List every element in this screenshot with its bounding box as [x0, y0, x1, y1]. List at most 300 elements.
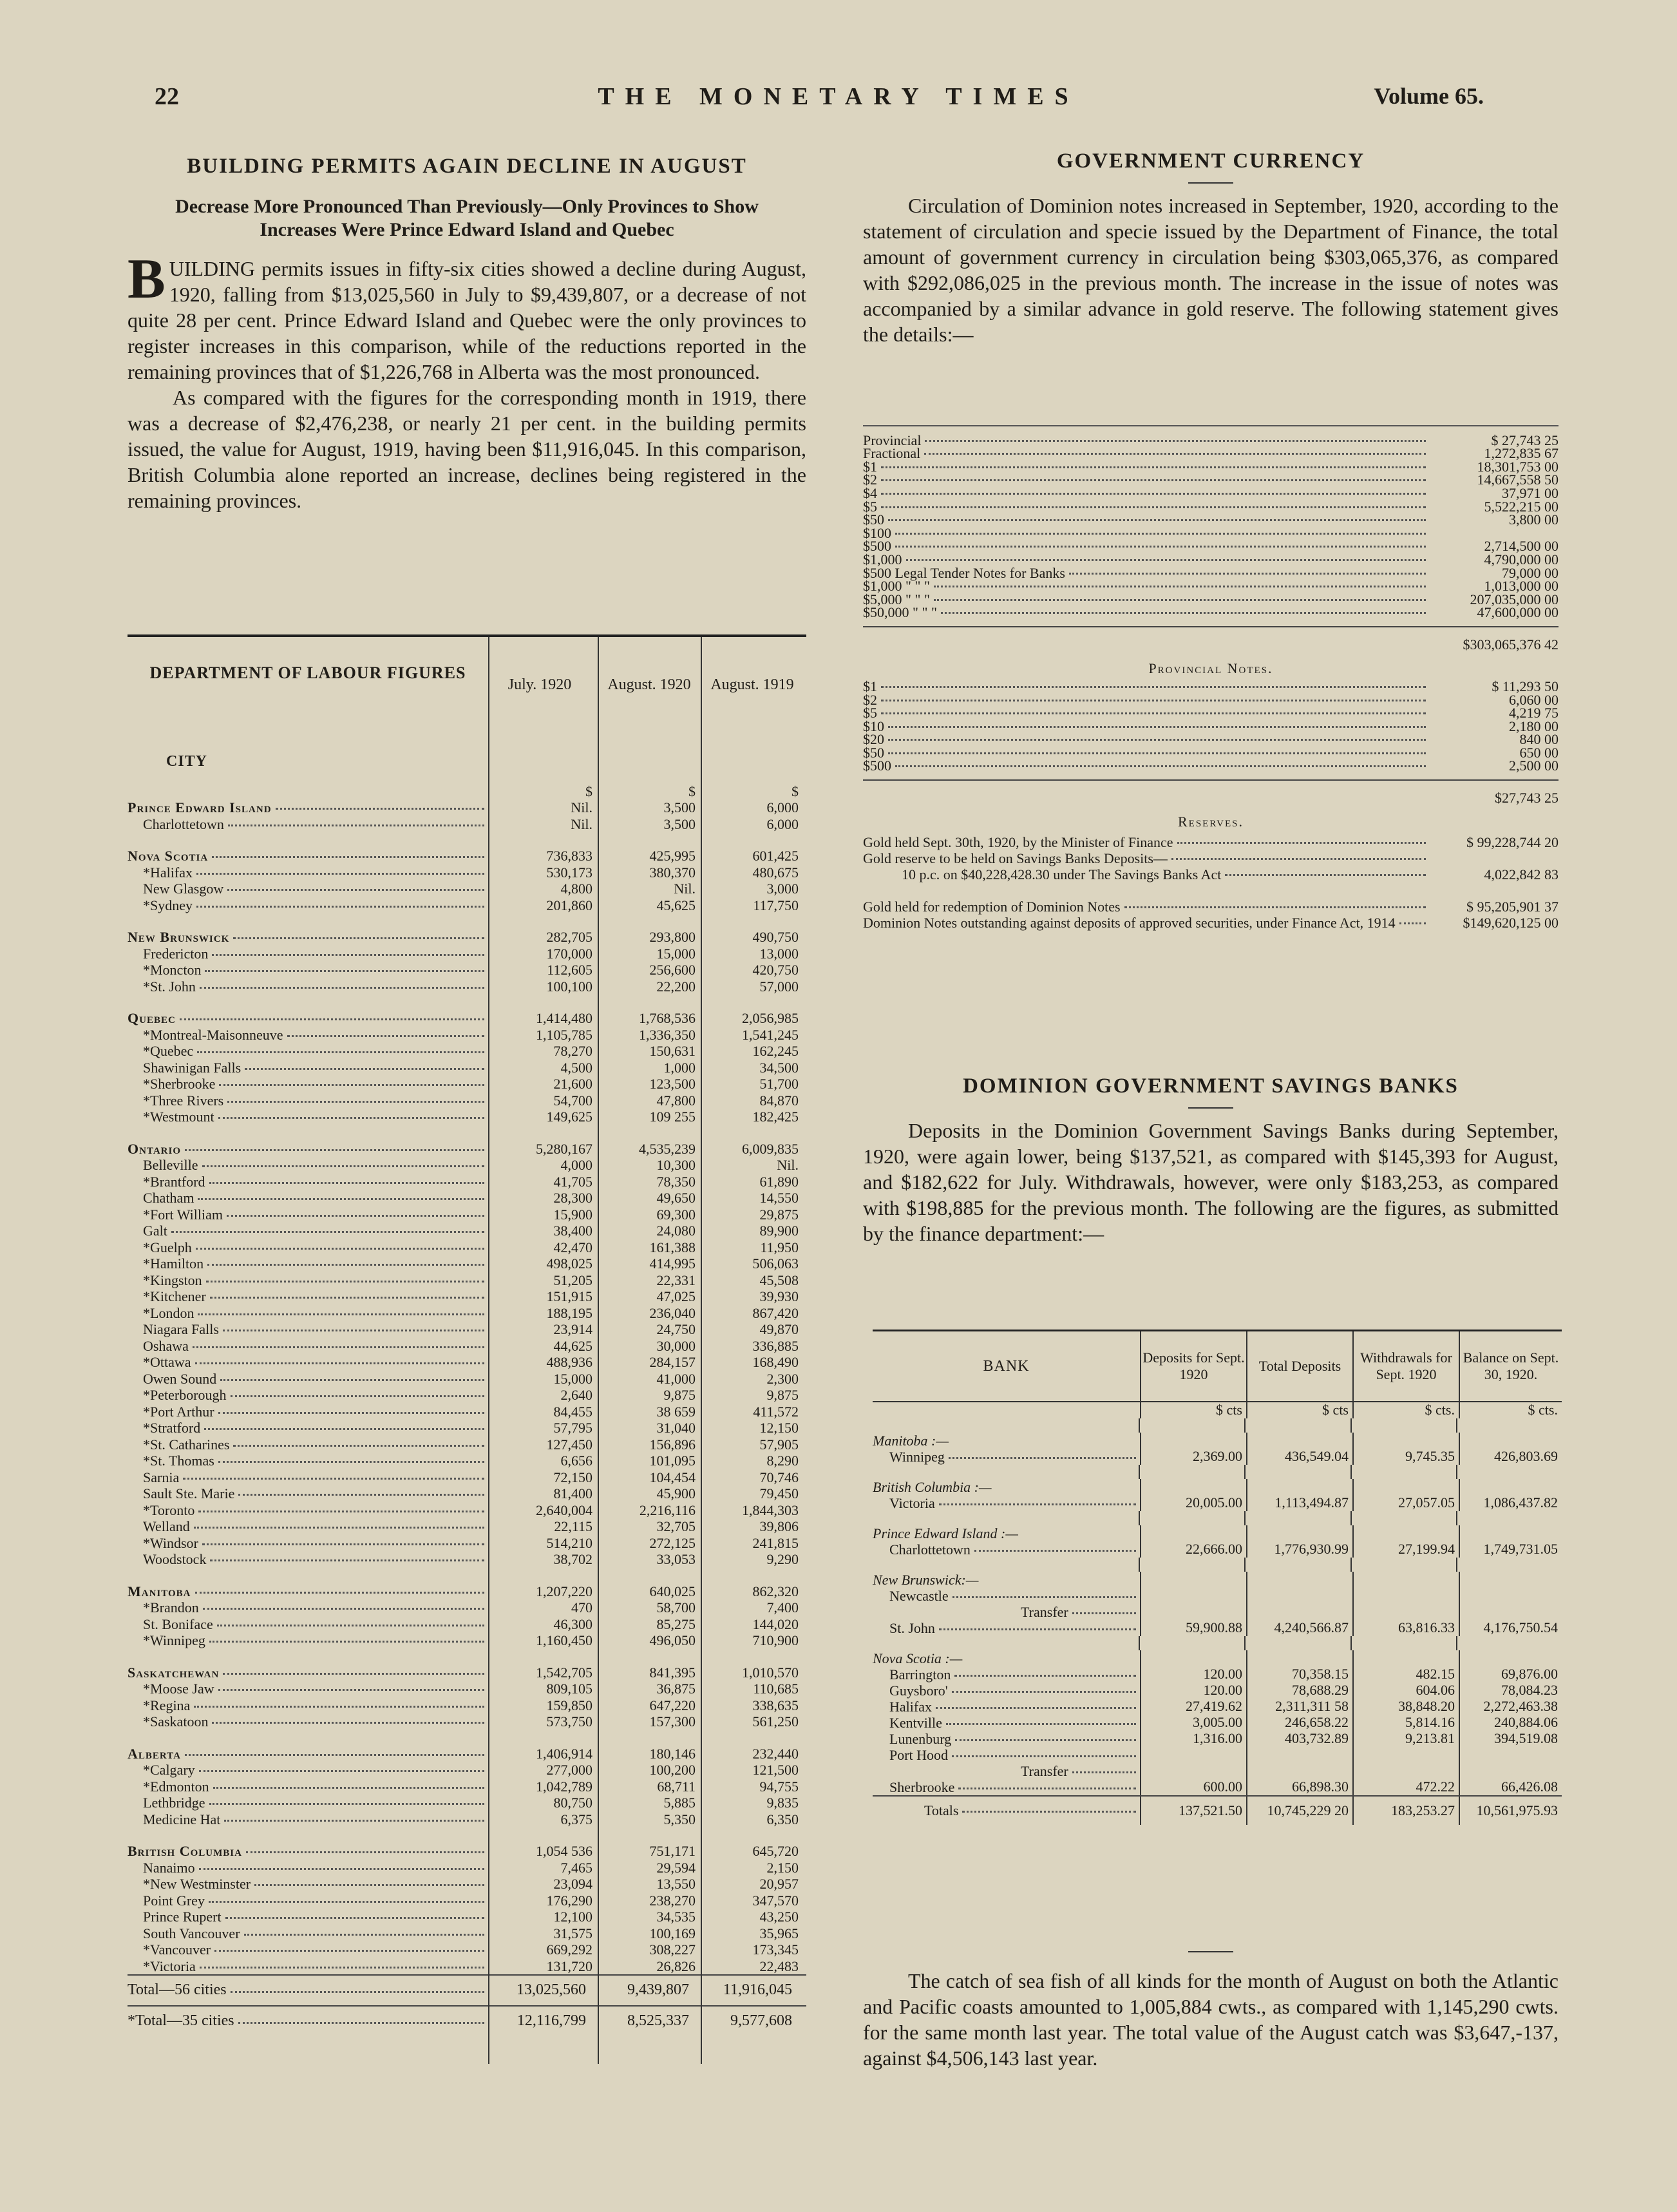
value-cell: 1,406,914: [536, 1745, 592, 1762]
city-cell: [128, 1503, 488, 1518]
table-row: [128, 1811, 806, 1827]
table-row: [128, 978, 806, 995]
currency-label: Fractional: [863, 445, 921, 462]
dot-leader: [212, 856, 484, 858]
value-cell: [1140, 1572, 1246, 1588]
group-gap: [128, 1648, 806, 1664]
dot-leader: [213, 1787, 484, 1789]
city-name: *St. Thomas: [143, 1453, 214, 1469]
city-name: Woodstock: [143, 1551, 207, 1567]
currency-amount: $ 11,293 50: [1492, 678, 1559, 694]
value-cell: 46,300: [553, 1616, 592, 1632]
value-cell: 120.00: [1140, 1666, 1246, 1683]
city-name: *Guelph: [143, 1239, 192, 1255]
value-cell: 5,885: [663, 1795, 696, 1811]
value-cell: 514,210: [546, 1534, 592, 1551]
province-row: [873, 1433, 1562, 1449]
value-cell: [1459, 1525, 1562, 1541]
currency-label: $5: [863, 705, 877, 721]
table-row: [128, 1795, 806, 1811]
col-august-1920: August. 1920: [607, 676, 691, 693]
bank-cell: [873, 1683, 1140, 1699]
city-cell: [128, 1746, 488, 1762]
dot-leader: [194, 1706, 484, 1708]
table-row: [128, 1304, 806, 1321]
value-cell: 41,705: [553, 1173, 592, 1190]
savings-paragraph: Deposits in the Dominion Government Savings Banks during September, 1920, were again lower, being $137,521, as compared with $145,393 for August, and $182,622 for July. Withdrawals, however, were only $183,253, as compared with $198,885 for the previous month. The following are the figures, as submitted by the finance department:—: [863, 1119, 1559, 1245]
currency-row: [863, 524, 1559, 541]
city-name: *St. Catharines: [143, 1436, 230, 1453]
currency-amount: 5,522,215 00: [1484, 498, 1559, 515]
value-cell: 36,875: [656, 1681, 696, 1697]
value-cell: 420,750: [752, 962, 799, 978]
value-cell: [1246, 1588, 1352, 1604]
value-cell: 112,605: [547, 962, 592, 978]
col-withdrawals: Withdrawals for Sept. 1920: [1352, 1331, 1459, 1401]
value-cell: 79,450: [759, 1485, 799, 1502]
value-cell: 6,009,835: [742, 1140, 799, 1157]
table-row: [128, 1843, 806, 1860]
city-name: *Fort William: [143, 1206, 223, 1223]
units-row: $ cts $ cts $ cts. $ cts.: [873, 1402, 1562, 1418]
value-cell: [1246, 1479, 1352, 1495]
table-row: [128, 1387, 806, 1404]
value-cell: 1,336,350: [639, 1026, 696, 1043]
value-cell: 867,420: [752, 1304, 799, 1321]
table-row: [128, 1140, 806, 1157]
value-cell: 80,750: [553, 1795, 592, 1811]
city-cell: [128, 898, 488, 913]
value-cell: 9,875: [663, 1387, 696, 1403]
value-cell: 47,800: [656, 1092, 696, 1109]
table-row: [128, 1681, 806, 1697]
currency-label: Dominion Notes outstanding against deposits of approved securities, under Finance Act, 1914: [863, 915, 1396, 931]
value-cell: 347,570: [752, 1892, 799, 1909]
currency-row: [863, 898, 1559, 914]
city-name: *Ottawa: [143, 1354, 191, 1370]
table-row: [128, 1925, 806, 1941]
table-row: [128, 1616, 806, 1632]
value-cell: 809,105: [546, 1681, 592, 1697]
city-cell: [128, 1812, 488, 1827]
table-row: [128, 1370, 806, 1387]
bank-name: Victoria: [889, 1495, 935, 1511]
city-name: Belleville: [143, 1157, 198, 1173]
value-cell: 1,000: [663, 1059, 696, 1076]
value-cell: 277,000: [546, 1762, 592, 1778]
province-row: [873, 1650, 1562, 1666]
currency-row: [863, 680, 1559, 694]
province-cell: [873, 1572, 1140, 1588]
dot-leader: [214, 1950, 484, 1952]
dot-leader: [183, 1478, 484, 1480]
table-row: [128, 1664, 806, 1681]
city-name: Prince Edward Island: [128, 799, 272, 815]
dot-leader: [218, 1689, 484, 1691]
value-cell: 6,656: [560, 1453, 592, 1469]
city-name: *Brantford: [143, 1173, 205, 1190]
city-name: Ontario: [128, 1140, 182, 1157]
value-cell: 157,300: [649, 1713, 696, 1730]
col-balance: Balance on Sept. 30, 1920.: [1459, 1331, 1562, 1401]
province-name: New Brunswick:—: [873, 1572, 979, 1588]
value-cell: 1,113,494.87: [1246, 1495, 1352, 1511]
savings-title: DOMINION GOVERNMENT SAVINGS BANKS: [963, 1074, 1459, 1098]
value-cell: 4,500: [560, 1059, 592, 1076]
totals-text: *Total—35 cities: [128, 2012, 234, 2029]
value-cell: [1459, 1650, 1562, 1666]
value-cell: 336,885: [752, 1337, 799, 1354]
table-row: [128, 1534, 806, 1551]
city-name: South Vancouver: [143, 1925, 240, 1941]
table-row: [128, 815, 806, 832]
value-cell: 149,625: [546, 1109, 592, 1125]
value-cell: 12,100: [553, 1909, 592, 1925]
value-cell: 27,057.05: [1352, 1495, 1459, 1511]
value-cell: 600.00: [1140, 1779, 1246, 1795]
value-cell: 109 255: [649, 1109, 696, 1125]
value-cell: 151,915: [546, 1288, 592, 1304]
value-cell: 480,675: [752, 864, 799, 881]
table-row: [128, 1010, 806, 1027]
value-cell: 22,331: [656, 1272, 696, 1288]
table-row: [128, 1190, 806, 1206]
value-cell: 32,705: [656, 1518, 696, 1534]
dot-leader: [209, 1803, 484, 1805]
table-row: [128, 1941, 806, 1958]
province-cell: [873, 1480, 1140, 1495]
value-cell: 34,535: [656, 1909, 696, 1925]
value-cell: 425,995: [649, 848, 696, 864]
table-row: [873, 1683, 1562, 1699]
province-cell: [873, 1526, 1140, 1541]
building-permits-table: [128, 634, 806, 2036]
value-cell: 1,207,220: [536, 1583, 592, 1599]
city-name: Chatham: [143, 1190, 194, 1206]
city-name: *Port Arthur: [143, 1403, 214, 1420]
table-row: [128, 1502, 806, 1518]
bank-name: St. John: [889, 1620, 935, 1636]
value-cell: 81,400: [553, 1485, 592, 1502]
table-row: [873, 1699, 1562, 1715]
dot-leader: [200, 987, 484, 989]
value-cell: 2,640,004: [536, 1502, 592, 1518]
value-cell: [1352, 1525, 1459, 1541]
currency-row: [863, 434, 1559, 448]
city-name: *Kitchener: [143, 1288, 206, 1304]
value-cell: 38,702: [553, 1551, 592, 1567]
group-gap: [128, 1827, 806, 1843]
value-cell: 43,250: [759, 1909, 799, 1925]
city-cell: [128, 1536, 488, 1551]
currency-amount: 47,600,000 00: [1477, 604, 1559, 621]
city-cell: [128, 1223, 488, 1239]
value-cell: 498,025: [546, 1255, 592, 1272]
value-cell: [1140, 1604, 1246, 1620]
value-cell: 84,455: [553, 1403, 592, 1420]
city-cell: [128, 1795, 488, 1811]
value-cell: 41,000: [656, 1370, 696, 1387]
value-cell: [1246, 1650, 1352, 1666]
value-cell: 1,042,789: [536, 1778, 592, 1795]
value-cell: 24,080: [656, 1223, 696, 1239]
table-row: [128, 1469, 806, 1485]
value-cell: 246,658.22: [1246, 1715, 1352, 1731]
dot-leader: [881, 506, 1426, 508]
city-name: *Edmonton: [143, 1778, 209, 1795]
dot-leader: [205, 970, 484, 972]
value-cell: 3,000: [766, 881, 799, 897]
value-cell: 1,105,785: [536, 1026, 592, 1043]
value-cell: $: [585, 783, 592, 799]
dot-leader: [1072, 1771, 1136, 1773]
dot-leader: [231, 1395, 484, 1397]
currency-label: $1: [863, 458, 877, 475]
bank-cell: [873, 1699, 1140, 1715]
city-cell: [128, 1453, 488, 1469]
city-name: Prince Rupert: [143, 1909, 222, 1925]
bank-cell: [873, 1588, 1140, 1604]
dot-leader: [198, 1313, 484, 1315]
value-cell: [1352, 1747, 1459, 1763]
table-row: [128, 1337, 806, 1354]
city-name: *Moose Jaw: [143, 1681, 214, 1697]
column-rule: [488, 637, 489, 2064]
value-cell: [1140, 1479, 1246, 1495]
dot-leader: [881, 479, 1426, 481]
value-cell: 39,930: [759, 1288, 799, 1304]
city-cell: [128, 1387, 488, 1403]
value-cell: [1246, 1747, 1352, 1763]
city-cell: [128, 930, 488, 945]
dot-leader: [925, 440, 1426, 442]
value-cell: 59,900.88: [1140, 1620, 1246, 1636]
city-cell: [128, 1256, 488, 1272]
value-cell: 470: [571, 1599, 592, 1616]
city-name: *Winnipeg: [143, 1632, 205, 1648]
currency-label: Gold held Sept. 30th, 1920, by the Minister of Finance: [863, 834, 1173, 851]
currency-label: $1,000 " " ": [863, 578, 930, 595]
city-name: Galt: [143, 1223, 167, 1239]
value-cell: 176,290: [546, 1892, 592, 1909]
city-name: *Saskatoon: [143, 1713, 209, 1730]
value-cell: 173,345: [752, 1941, 799, 1958]
savings-article: [863, 1074, 1559, 1246]
table-row: [873, 1747, 1562, 1763]
city-cell: [128, 1584, 488, 1599]
city-name: *Peterborough: [143, 1387, 227, 1403]
table-row: [128, 1713, 806, 1730]
value-cell: 436,549.04: [1246, 1449, 1352, 1465]
table-row: [873, 1449, 1562, 1465]
value-cell: Nil.: [571, 815, 592, 832]
bank-cell: [873, 1780, 1140, 1795]
currency-row: [863, 720, 1559, 734]
value-cell: 201,860: [546, 897, 592, 913]
dot-leader: [185, 1149, 484, 1151]
currency-row: [863, 914, 1559, 930]
dot-leader: [946, 1723, 1136, 1725]
value-cell: [1352, 1650, 1459, 1666]
dot-leader: [198, 1511, 484, 1512]
currency-row: [863, 834, 1559, 850]
value-cell: 9,290: [766, 1551, 799, 1567]
currency-row: [863, 744, 1559, 761]
currency-label: $1,000: [863, 551, 902, 567]
volume-label: Volume 65.: [1374, 83, 1484, 109]
value-cell: 94,755: [759, 1778, 799, 1795]
dot-leader: [952, 1691, 1136, 1693]
totals-row: [128, 1974, 806, 2005]
dot-leader: [209, 1182, 484, 1184]
value-cell: 4,535,239: [639, 1140, 696, 1157]
value-cell: 1,768,536: [639, 1010, 696, 1026]
value-cell: 35,965: [759, 1925, 799, 1941]
dot-leader: [881, 493, 1426, 495]
bank-cell: [873, 1449, 1140, 1465]
dot-leader: [287, 1035, 485, 1037]
table-row: [128, 1583, 806, 1599]
table-row: [128, 1206, 806, 1223]
bank-name: Guysboro': [889, 1683, 948, 1699]
currency-label: $2: [863, 691, 877, 708]
value-cell: 121,500: [752, 1762, 799, 1778]
city-cell: [128, 1860, 488, 1876]
value-cell: 29,594: [656, 1859, 696, 1876]
table-body: [128, 783, 806, 1974]
dot-leader: [227, 1215, 484, 1217]
city-name: *Vancouver: [143, 1941, 211, 1958]
value-cell: [1459, 1604, 1562, 1620]
value-cell: 2,311,311 58: [1246, 1699, 1352, 1715]
value-cell: [1459, 1572, 1562, 1588]
province-cell: [873, 1433, 1140, 1449]
value-cell: [1140, 1588, 1246, 1604]
value-cell: [1352, 1588, 1459, 1604]
currency-label: $500: [863, 758, 891, 774]
table-row: [128, 864, 806, 881]
value-cell: 1,749,731.05: [1459, 1541, 1562, 1558]
value-cell: 6,000: [766, 815, 799, 832]
value-cell: 47,025: [656, 1288, 696, 1304]
bank-cell: [873, 1764, 1140, 1779]
currency-amount: 14,667,558 50: [1477, 472, 1559, 488]
value-cell: [1352, 1479, 1459, 1495]
value-cell: 506,063: [752, 1255, 799, 1272]
value-cell: 394,519.08: [1459, 1731, 1562, 1747]
currency-amount: $ 99,228,744 20: [1466, 834, 1559, 851]
value-cell: 8,525,337: [627, 2012, 689, 2029]
value-cell: 11,950: [760, 1239, 799, 1255]
province-name: Nova Scotia :—: [873, 1650, 963, 1666]
building-paragraph-1: BUILDING permits issues in fifty-six cities showed a decline during August, 1920, falling from $13,025,560 in July to $9,439,807, or a decrease of not quite 28 per cent. Prince Edward Island and Quebec were the only provinces to register increases in this comparison, while of the reductions reported in the remaining provinces that of $1,226,768 in Alberta was the most pronounced.: [128, 248, 806, 383]
value-cell: 42,470: [553, 1239, 592, 1255]
dot-leader: [888, 752, 1426, 754]
value-cell: 188,195: [546, 1304, 592, 1321]
table-row: [128, 1762, 806, 1778]
building-title: BUILDING PERMITS AGAIN DECLINE IN AUGUST: [187, 155, 747, 178]
value-cell: [1140, 1650, 1246, 1666]
currency-amount: 1,272,835 67: [1484, 445, 1559, 462]
dot-leader: [246, 1851, 484, 1853]
value-cell: 159,850: [546, 1697, 592, 1713]
city-cell: [128, 881, 488, 897]
currency-amount: 6,060 00: [1509, 691, 1559, 708]
table-row: [128, 1403, 806, 1420]
value-cell: 27,199.94: [1352, 1541, 1459, 1558]
table-row: [128, 1092, 806, 1109]
table-row: [128, 1551, 806, 1568]
value-cell: 238,270: [649, 1892, 696, 1909]
value-cell: 232,440: [752, 1745, 799, 1762]
page-number: 22: [155, 83, 179, 110]
table-row: [128, 1909, 806, 1925]
currency-amount: 840 00: [1519, 731, 1559, 748]
value-cell: 180,146: [649, 1745, 696, 1762]
city-name: *Montreal-Maisonneuve: [143, 1026, 283, 1043]
value-cell: [1246, 1572, 1352, 1588]
value-cell: 78,084.23: [1459, 1683, 1562, 1699]
value-cell: 22,200: [656, 978, 696, 995]
divider: [1188, 1951, 1233, 1952]
value-cell: 645,720: [752, 1843, 799, 1859]
value-cell: 9,577,608: [730, 2012, 792, 2029]
value-cell: 13,550: [656, 1876, 696, 1892]
value-cell: 20,957: [759, 1876, 799, 1892]
divider: [1188, 1107, 1233, 1109]
dot-leader: [974, 1550, 1136, 1552]
value-cell: 61,890: [759, 1173, 799, 1190]
city-cell: [128, 1011, 488, 1026]
value-cell: 3,005.00: [1140, 1715, 1246, 1731]
province-row: [873, 1525, 1562, 1541]
value-cell: Nil.: [777, 1157, 799, 1173]
currency-label: $50: [863, 511, 884, 528]
city-name: *Moncton: [143, 962, 202, 978]
value-cell: [1140, 1433, 1246, 1449]
dot-leader: [199, 1770, 484, 1772]
value-cell: 1,844,303: [742, 1502, 799, 1518]
table-row: [128, 783, 806, 799]
dot-leader: [218, 1412, 484, 1414]
currency-row: [863, 484, 1559, 501]
value-cell: 51,205: [553, 1272, 592, 1288]
city-header: CITY: [166, 753, 208, 770]
city-name: Medicine Hat: [143, 1811, 221, 1827]
value-cell: 162,245: [752, 1043, 799, 1059]
col-july-1920: July. 1920: [507, 676, 572, 693]
value-cell: 66,426.08: [1459, 1779, 1562, 1795]
province-name: British Columbia :—: [873, 1479, 992, 1495]
dot-leader: [195, 1362, 484, 1364]
group-gap: [873, 1558, 1562, 1572]
currency-label: $500 Legal Tender Notes for Banks: [863, 564, 1065, 581]
value-cell: 4,176,750.54: [1459, 1620, 1562, 1636]
value-cell: 78,270: [553, 1043, 592, 1059]
value-cell: 9,745.35: [1352, 1449, 1459, 1465]
value-cell: 293,800: [649, 929, 696, 945]
currency-article: [863, 149, 1559, 347]
city-name: *Quebec: [143, 1043, 194, 1059]
dot-leader: [952, 1755, 1136, 1757]
table-row: [128, 1288, 806, 1305]
value-cell: $: [688, 783, 696, 799]
dot-leader: [202, 1543, 484, 1545]
currency-row: [863, 593, 1559, 607]
dot-leader: [225, 1917, 484, 1919]
city-cell: [128, 1519, 488, 1534]
value-cell: 23,914: [553, 1321, 592, 1337]
